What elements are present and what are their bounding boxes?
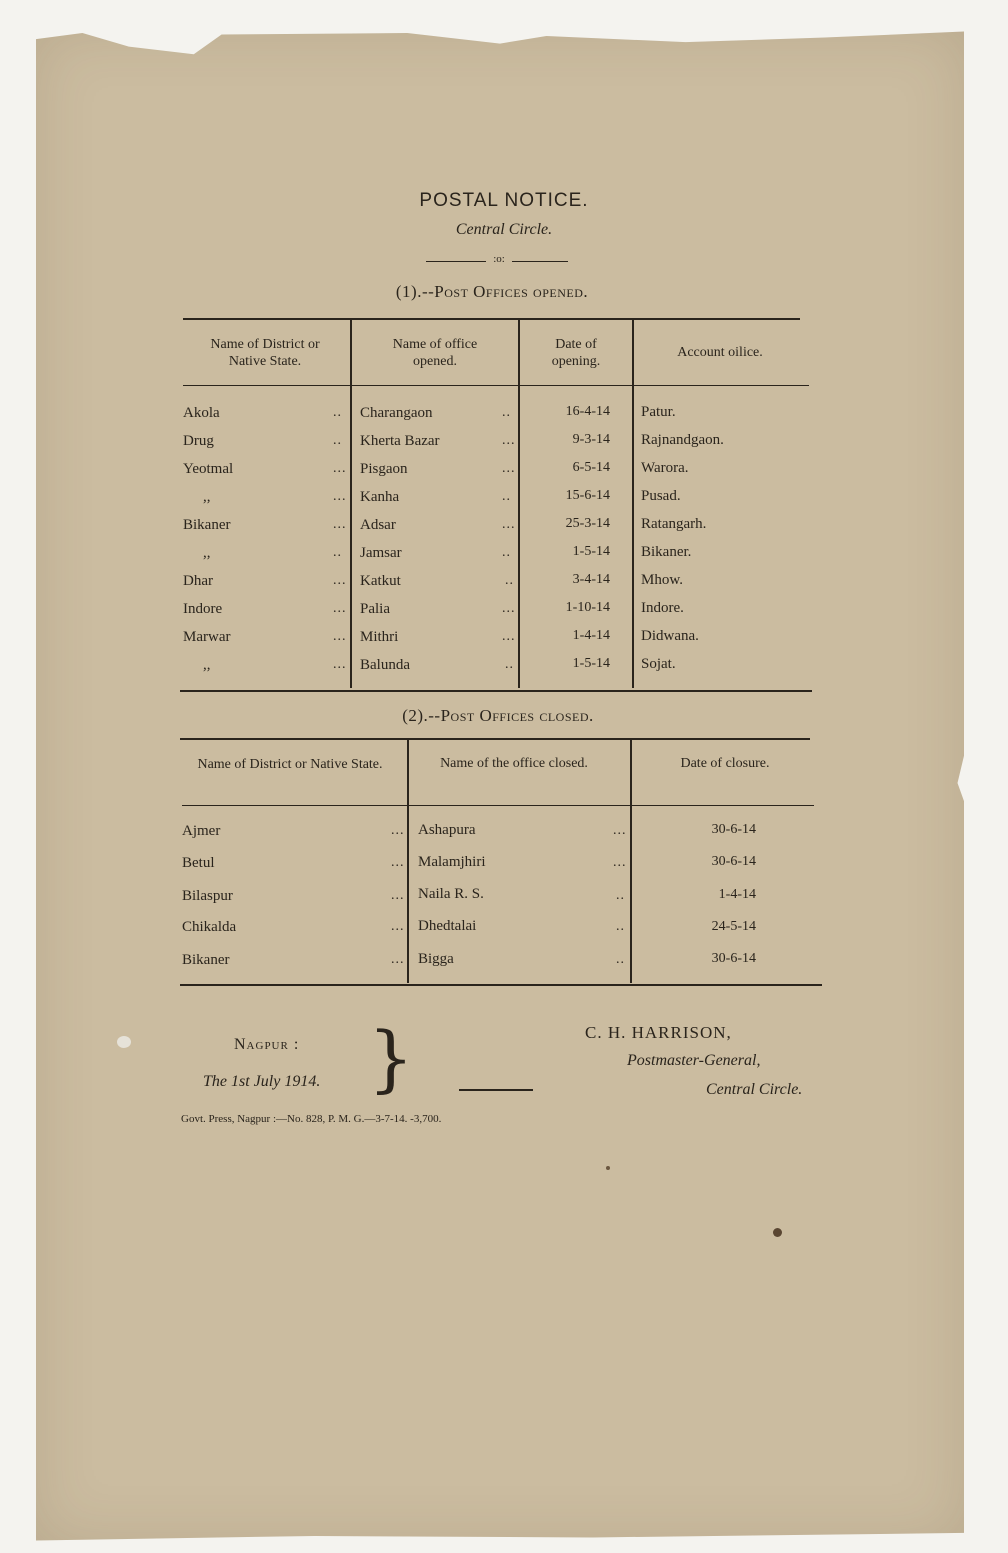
- date-cell: 6-5-14: [572, 460, 610, 475]
- leader-dots: ...: [333, 573, 347, 588]
- closed-col-header-office: Name of the office closed.: [440, 756, 588, 771]
- office-cell: Pisgaon: [360, 461, 408, 477]
- account-cell: Sojat.: [641, 656, 676, 672]
- leader-dots: ...: [391, 919, 405, 934]
- office-cell: Palia: [360, 601, 390, 617]
- date-cell: 30-6-14: [711, 822, 756, 837]
- leader-dots: ...: [502, 601, 516, 616]
- date-cell: 9-3-14: [572, 432, 610, 447]
- opened-col-header-office: Name of office opened.: [392, 337, 478, 369]
- office-cell: Kanha: [360, 489, 400, 505]
- account-cell: Pusad.: [641, 488, 681, 504]
- account-cell: Didwana.: [641, 628, 699, 644]
- signatory-designation: Postmaster-General,: [627, 1052, 761, 1069]
- closed-bottom-rule: [180, 984, 822, 986]
- punch-hole: [117, 1036, 131, 1048]
- opened-col-header-district: Name of District or Native State.: [210, 337, 320, 369]
- separator-mark: :o:: [493, 253, 505, 265]
- district-cell: Bilaspur: [182, 888, 233, 904]
- office-cell: Ashapura: [418, 822, 476, 838]
- date-cell: 24-5-14: [711, 919, 756, 934]
- district-cell: Drug: [183, 433, 214, 449]
- leader-dots: ..: [616, 952, 625, 967]
- leader-dots: ..: [505, 657, 514, 672]
- office-cell: Charangaon: [360, 405, 433, 421]
- district-cell: Indore: [183, 601, 223, 617]
- date-cell: 15-6-14: [565, 488, 610, 503]
- stain-spot: [606, 1166, 610, 1170]
- leader-dots: ...: [333, 461, 347, 476]
- district-cell: Chikalda: [182, 919, 237, 935]
- date-cell: 30-6-14: [711, 854, 756, 869]
- date-cell: 3-4-14: [572, 572, 610, 587]
- closed-col-header-district: Name of District or Native State.: [197, 757, 383, 772]
- leader-dots: ..: [502, 489, 511, 504]
- date-cell: 1-5-14: [572, 656, 610, 671]
- printer-imprint: Govt. Press, Nagpur :—No. 828, P. M. G.—3-7-14. -3,700.: [181, 1113, 442, 1125]
- leader-dots: ..: [616, 919, 625, 934]
- leader-dots: ...: [613, 855, 627, 870]
- opened-col-header-date: Date of opening.: [551, 337, 601, 369]
- account-cell: Bikaner.: [641, 544, 692, 560]
- curly-brace: }: [368, 1016, 414, 1100]
- account-cell: Patur.: [641, 404, 676, 420]
- leader-dots: ...: [391, 952, 405, 967]
- district-cell: Bikaner: [182, 952, 230, 968]
- district-cell: Marwar: [183, 629, 231, 645]
- leader-dots: ...: [333, 601, 347, 616]
- separator-rule-right: [512, 261, 568, 262]
- opened-header-rule: [183, 385, 809, 386]
- separator-rule-left: [426, 261, 486, 262]
- district-cell: Ajmer: [182, 823, 221, 839]
- leader-dots: ...: [391, 855, 405, 870]
- leader-dots: ..: [505, 573, 514, 588]
- district-cell: ,,: [203, 657, 211, 673]
- opened-col-divider-3: [632, 320, 634, 688]
- closed-header-rule: [182, 805, 814, 806]
- place-line: Nagpur :: [234, 1036, 300, 1053]
- leader-dots: ...: [502, 629, 516, 644]
- closed-col-divider-1: [407, 740, 409, 983]
- office-cell: Mithri: [360, 629, 399, 645]
- leader-dots: ..: [502, 405, 511, 420]
- account-cell: Indore.: [641, 600, 684, 616]
- leader-dots: ...: [391, 888, 405, 903]
- closed-col-header-date: Date of closure.: [680, 756, 770, 771]
- leader-dots: ...: [613, 823, 627, 838]
- office-cell: Katkut: [360, 573, 401, 589]
- leader-dots: ...: [502, 517, 516, 532]
- leader-dots: ...: [502, 433, 516, 448]
- signatory-name: C. H. HARRISON,: [585, 1023, 732, 1042]
- leader-dots: ...: [333, 657, 347, 672]
- signatory-circle: Central Circle.: [706, 1081, 803, 1098]
- leader-dots: ..: [502, 545, 511, 560]
- date-cell: 1-10-14: [565, 600, 610, 615]
- office-cell: Kherta Bazar: [360, 433, 440, 449]
- opened-heading: (1).--Post Offices opened.: [395, 282, 589, 301]
- closed-heading: (2).--Post Offices closed.: [402, 706, 594, 725]
- district-cell: ,,: [203, 545, 211, 561]
- office-cell: Bigga: [418, 951, 454, 967]
- office-cell: Malamjhiri: [418, 854, 486, 870]
- office-cell: Naila R. S.: [418, 886, 484, 902]
- opened-top-rule: [183, 318, 800, 320]
- leader-dots: ...: [333, 489, 347, 504]
- office-cell: Adsar: [360, 517, 396, 533]
- account-cell: Rajnandgaon.: [641, 432, 724, 448]
- leader-dots: ..: [333, 433, 342, 448]
- closed-top-rule: [180, 738, 810, 740]
- date-line: The 1st July 1914.: [203, 1073, 321, 1090]
- account-cell: Mhow.: [641, 572, 683, 588]
- leader-dots: ...: [333, 517, 347, 532]
- date-cell: 1-5-14: [572, 544, 610, 559]
- district-cell: Dhar: [183, 573, 213, 589]
- date-cell: 25-3-14: [565, 516, 610, 531]
- office-cell: Balunda: [360, 657, 410, 673]
- date-cell: 1-4-14: [572, 628, 610, 643]
- date-cell: 1-4-14: [718, 887, 756, 902]
- opened-bottom-rule: [180, 690, 812, 692]
- date-cell: 16-4-14: [565, 404, 610, 419]
- account-cell: Warora.: [641, 460, 689, 476]
- closed-col-divider-2: [630, 740, 632, 983]
- leader-dots: ...: [333, 629, 347, 644]
- notice-title: POSTAL NOTICE.: [419, 190, 589, 211]
- notice-subtitle: Central Circle.: [455, 221, 553, 238]
- district-cell: ,,: [203, 489, 211, 505]
- leader-dots: ..: [333, 545, 342, 560]
- district-cell: Yeotmal: [183, 461, 234, 477]
- leader-dots: ..: [616, 888, 625, 903]
- signature-rule: [459, 1089, 533, 1091]
- date-cell: 30-6-14: [711, 951, 756, 966]
- leader-dots: ...: [502, 461, 516, 476]
- leader-dots: ..: [333, 405, 342, 420]
- opened-col-header-account: Account oilice.: [677, 345, 763, 360]
- district-cell: Akola: [183, 405, 220, 421]
- district-cell: Betul: [182, 855, 215, 871]
- account-cell: Ratangarh.: [641, 516, 707, 532]
- office-cell: Dhedtalai: [418, 918, 477, 934]
- leader-dots: ...: [391, 823, 405, 838]
- opened-col-divider-1: [350, 320, 352, 688]
- office-cell: Jamsar: [360, 545, 402, 561]
- stain-spot: [773, 1228, 782, 1237]
- district-cell: Bikaner: [183, 517, 231, 533]
